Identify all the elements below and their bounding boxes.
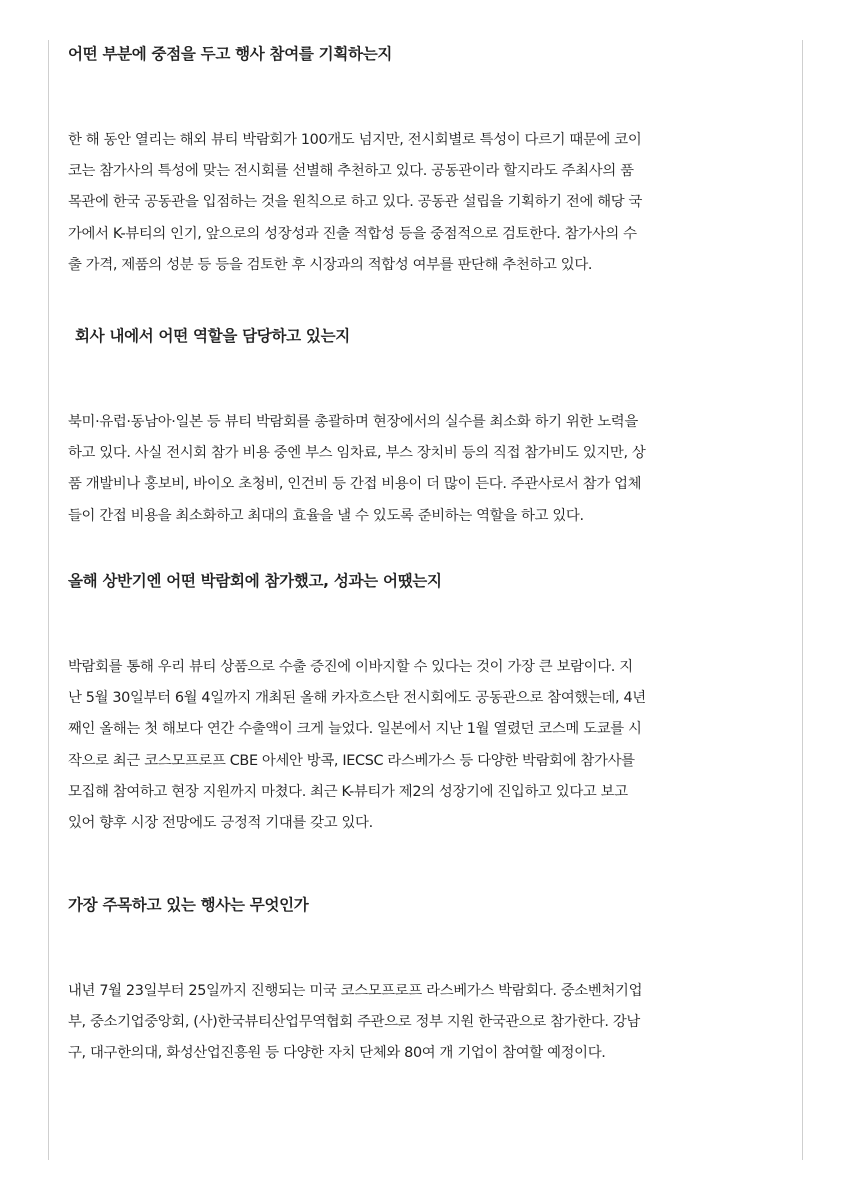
- answer-paragraph: [68, 407, 758, 532]
- qa-section: [68, 889, 758, 1062]
- answer-paragraph: [68, 125, 758, 281]
- answer-line: 가에서 K-뷰티의 인기, 앞으로의 성장성과 진출 적합성 등을 중점적으로 검토한다. 참가사의 수: [68, 225, 637, 242]
- answer-line: 째인 올해는 첫 해보다 연간 수출액이 크게 늘었다. 일본에서 지난 1월 열렸던 코스메 도쿄를 시: [68, 721, 642, 738]
- question-heading: 어떤 부분에 중점을 두고 행사 참여를 기획하는지: [68, 45, 393, 63]
- question-heading: 회사 내에서 어떤 역할을 담당하고 있는지: [75, 327, 350, 345]
- answer-line: 내년 7월 23일부터 25일까지 진행되는 미국 코스모프로프 라스베가스 박람회다. 중소벤처기업: [68, 983, 643, 999]
- answer-line: 코는 참가사의 특성에 맞는 전시회를 선별해 추천하고 있다. 공동관이라 할지라도 주최사의 품: [68, 163, 634, 180]
- answer-line: 하고 있다. 사실 전시회 참가 비용 중엔 부스 임차료, 부스 장치비 등의 직접 참가비도 있지만, 상: [68, 445, 646, 462]
- answer-line: 있어 향후 시장 전망에도 긍정적 기대를 갖고 있다.: [68, 815, 373, 832]
- answer-line: 들이 간접 비용을 최소화하고 최대의 효율을 낼 수 있도록 준비하는 역할을 하고 있다.: [68, 507, 584, 524]
- article-body: [68, 38, 758, 1062]
- answer-paragraph: [68, 976, 758, 1070]
- answer-line: 구, 대구한의대, 화성산업진흥원 등 다양한 자치 단체와 80여 개 기업이 참여할 예정이다.: [68, 1045, 606, 1062]
- answer-paragraph: [68, 652, 758, 839]
- answer-line: 출 가격, 제품의 성분 등 등을 검토한 후 시장과의 적합성 여부를 판단해 추천하고 있다.: [68, 256, 593, 273]
- answer-line: 모집해 참여하고 현장 지원까지 마쳤다. 최근 K-뷰티가 제2의 성장기에 진입하고 있다고 보고: [68, 783, 628, 800]
- answer-line: 한 해 동안 열리는 해외 뷰티 박람회가 100개도 넘지만, 전시회별로 특성이 다르기 때문에 코이: [68, 132, 642, 148]
- question-heading: 가장 주목하고 있는 행사는 무엇인가: [68, 896, 309, 914]
- answer-line: 부, 중소기업중앙회, (사)한국뷰티산업무역협회 주관으로 정부 지원 한국관으로 참가한다. 강남: [68, 1014, 640, 1031]
- question-heading: 올해 상반기엔 어떤 박람회에 참가했고, 성과는 어땠는지: [68, 572, 442, 590]
- answer-line: 북미·유럽·동남아·일본 등 뷰티 박람회를 총괄하며 현장에서의 실수를 최소화 하기 위한 노력을: [68, 414, 638, 430]
- qa-section: [68, 565, 758, 889]
- answer-line: 난 5월 30일부터 6월 4일까지 개최된 올해 카자흐스탄 전시회에도 공동관으로 참여했는데, 4년: [68, 690, 646, 707]
- qa-section: [68, 320, 758, 565]
- answer-line: 박람회를 통해 우리 뷰티 상품으로 수출 증진에 이바지할 수 있다는 것이 가장 큰 보람이다. 지: [68, 659, 633, 675]
- qa-section: [68, 38, 758, 320]
- answer-line: 작으로 최근 코스모프로프 CBE 아세안 방콕, IECSC 라스베가스 등 다양한 박람회에 참가사를: [68, 752, 635, 769]
- answer-line: 품 개발비나 홍보비, 바이오 초청비, 인건비 등 간접 비용이 더 많이 든다. 주관사로서 참가 업체: [68, 476, 642, 493]
- answer-line: 목관에 한국 공동관을 입점하는 것을 원칙으로 하고 있다. 공동관 설립을 기획하기 전에 해당 국: [68, 194, 643, 211]
